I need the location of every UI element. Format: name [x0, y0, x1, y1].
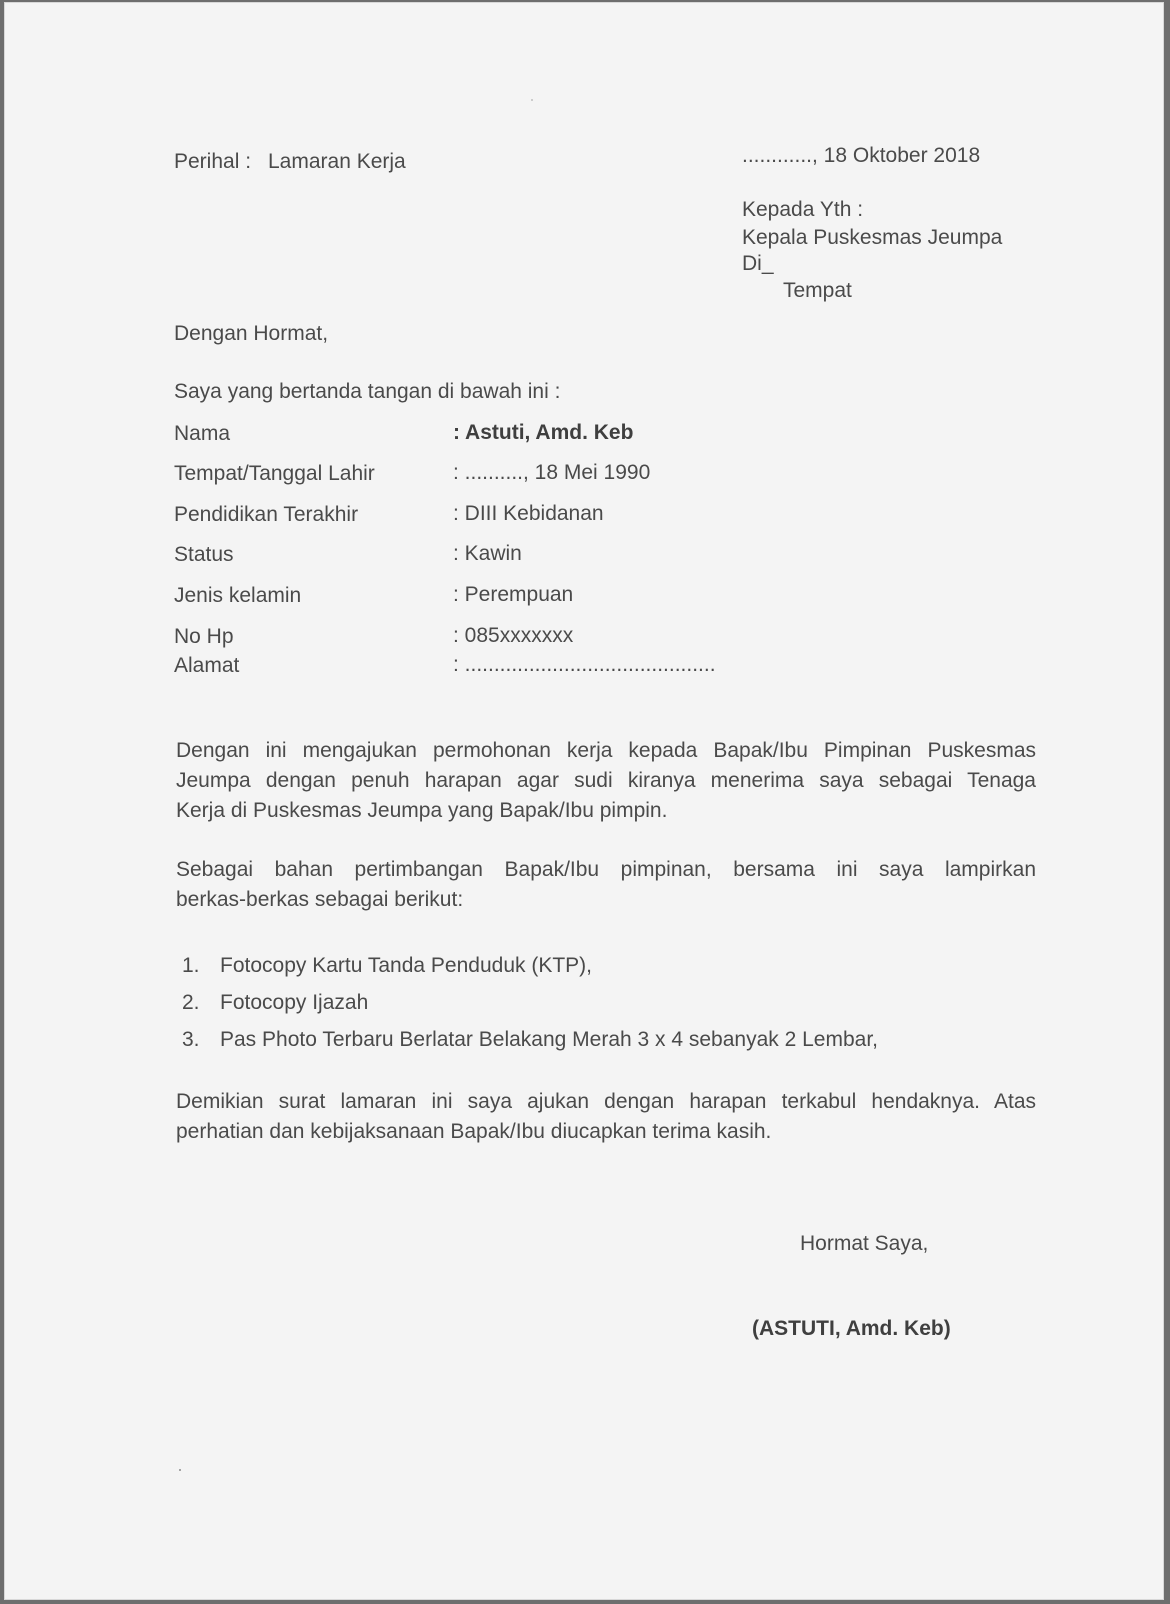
field-label: Tempat/Tanggal Lahir [174, 462, 375, 485]
subject-label: Perihal : [174, 150, 252, 173]
paragraph-line: Demikian surat lamaran ini saya ajukan dengan harapan terkabul hendaknya. Atas [176, 1090, 1036, 1113]
field-value-name: : Astuti, Amd. Keb [453, 421, 634, 444]
paragraph-attachments-intro [176, 855, 1036, 915]
scan-speck [179, 1469, 181, 1471]
subject-value: Lamaran Kerja [268, 150, 406, 173]
list-number: 2. [182, 991, 200, 1014]
field-label: Alamat [174, 654, 240, 677]
field-label: Jenis kelamin [174, 584, 302, 607]
letter-page [4, 2, 1164, 1600]
paragraph-line: Kerja di Puskesmas Jeumpa yang Bapak/Ibu pimpin. [176, 799, 668, 822]
paragraph-line: berkas-berkas sebagai berikut: [176, 888, 464, 911]
recipient-name: Kepala Puskesmas Jeumpa [742, 226, 1003, 249]
recipient-place: Tempat [783, 279, 852, 302]
paragraph-closing [176, 1087, 1036, 1147]
paragraph-request [176, 736, 1036, 826]
field-value: : .........., 18 Mei 1990 [453, 461, 651, 484]
paragraph-line: Sebagai bahan pertimbangan Bapak/Ibu pimpinan, bersama ini saya lampirkan [176, 858, 1036, 881]
field-value: : Perempuan [453, 583, 574, 606]
paragraph-line: Jeumpa dengan penuh harapan agar sudi kiranya menerima saya sebagai Tenaga [176, 769, 1036, 792]
list-number: 3. [182, 1028, 200, 1051]
field-label: Status [174, 543, 234, 566]
field-label: Pendidikan Terakhir [174, 503, 359, 526]
salutation: Dengan Hormat, [174, 322, 329, 345]
field-value: : 085xxxxxxx [453, 624, 574, 647]
field-label: Nama [174, 422, 231, 445]
letter-date: ............, 18 Oktober 2018 [742, 144, 981, 167]
recipient-greeting: Kepada Yth : [742, 198, 864, 221]
list-text: Pas Photo Terbaru Berlatar Belakang Merah 3 x 4 sebanyak 2 Lembar, [220, 1028, 879, 1051]
paragraph-line: Dengan ini mengajukan permohonan kerja kepada Bapak/Ibu Pimpinan Puskesmas [176, 739, 1036, 762]
field-value: : Kawin [453, 542, 522, 565]
scan-speck [531, 99, 533, 101]
signature-name: (ASTUTI, Amd. Keb) [752, 1317, 951, 1340]
field-label: No Hp [174, 625, 234, 648]
field-value: : DIII Kebidanan [453, 502, 604, 525]
paragraph-line: perhatian dan kebijaksanaan Bapak/Ibu diucapkan terima kasih. [176, 1120, 772, 1143]
recipient-di: Di_ [742, 252, 774, 275]
intro-line: Saya yang bertanda tangan di bawah ini : [174, 380, 561, 403]
list-number: 1. [182, 954, 200, 977]
field-value: : ........................................... [453, 653, 716, 676]
closing-salutation: Hormat Saya, [800, 1232, 929, 1255]
list-text: Fotocopy Ijazah [220, 991, 369, 1014]
list-text: Fotocopy Kartu Tanda Penduduk (KTP), [220, 954, 592, 977]
